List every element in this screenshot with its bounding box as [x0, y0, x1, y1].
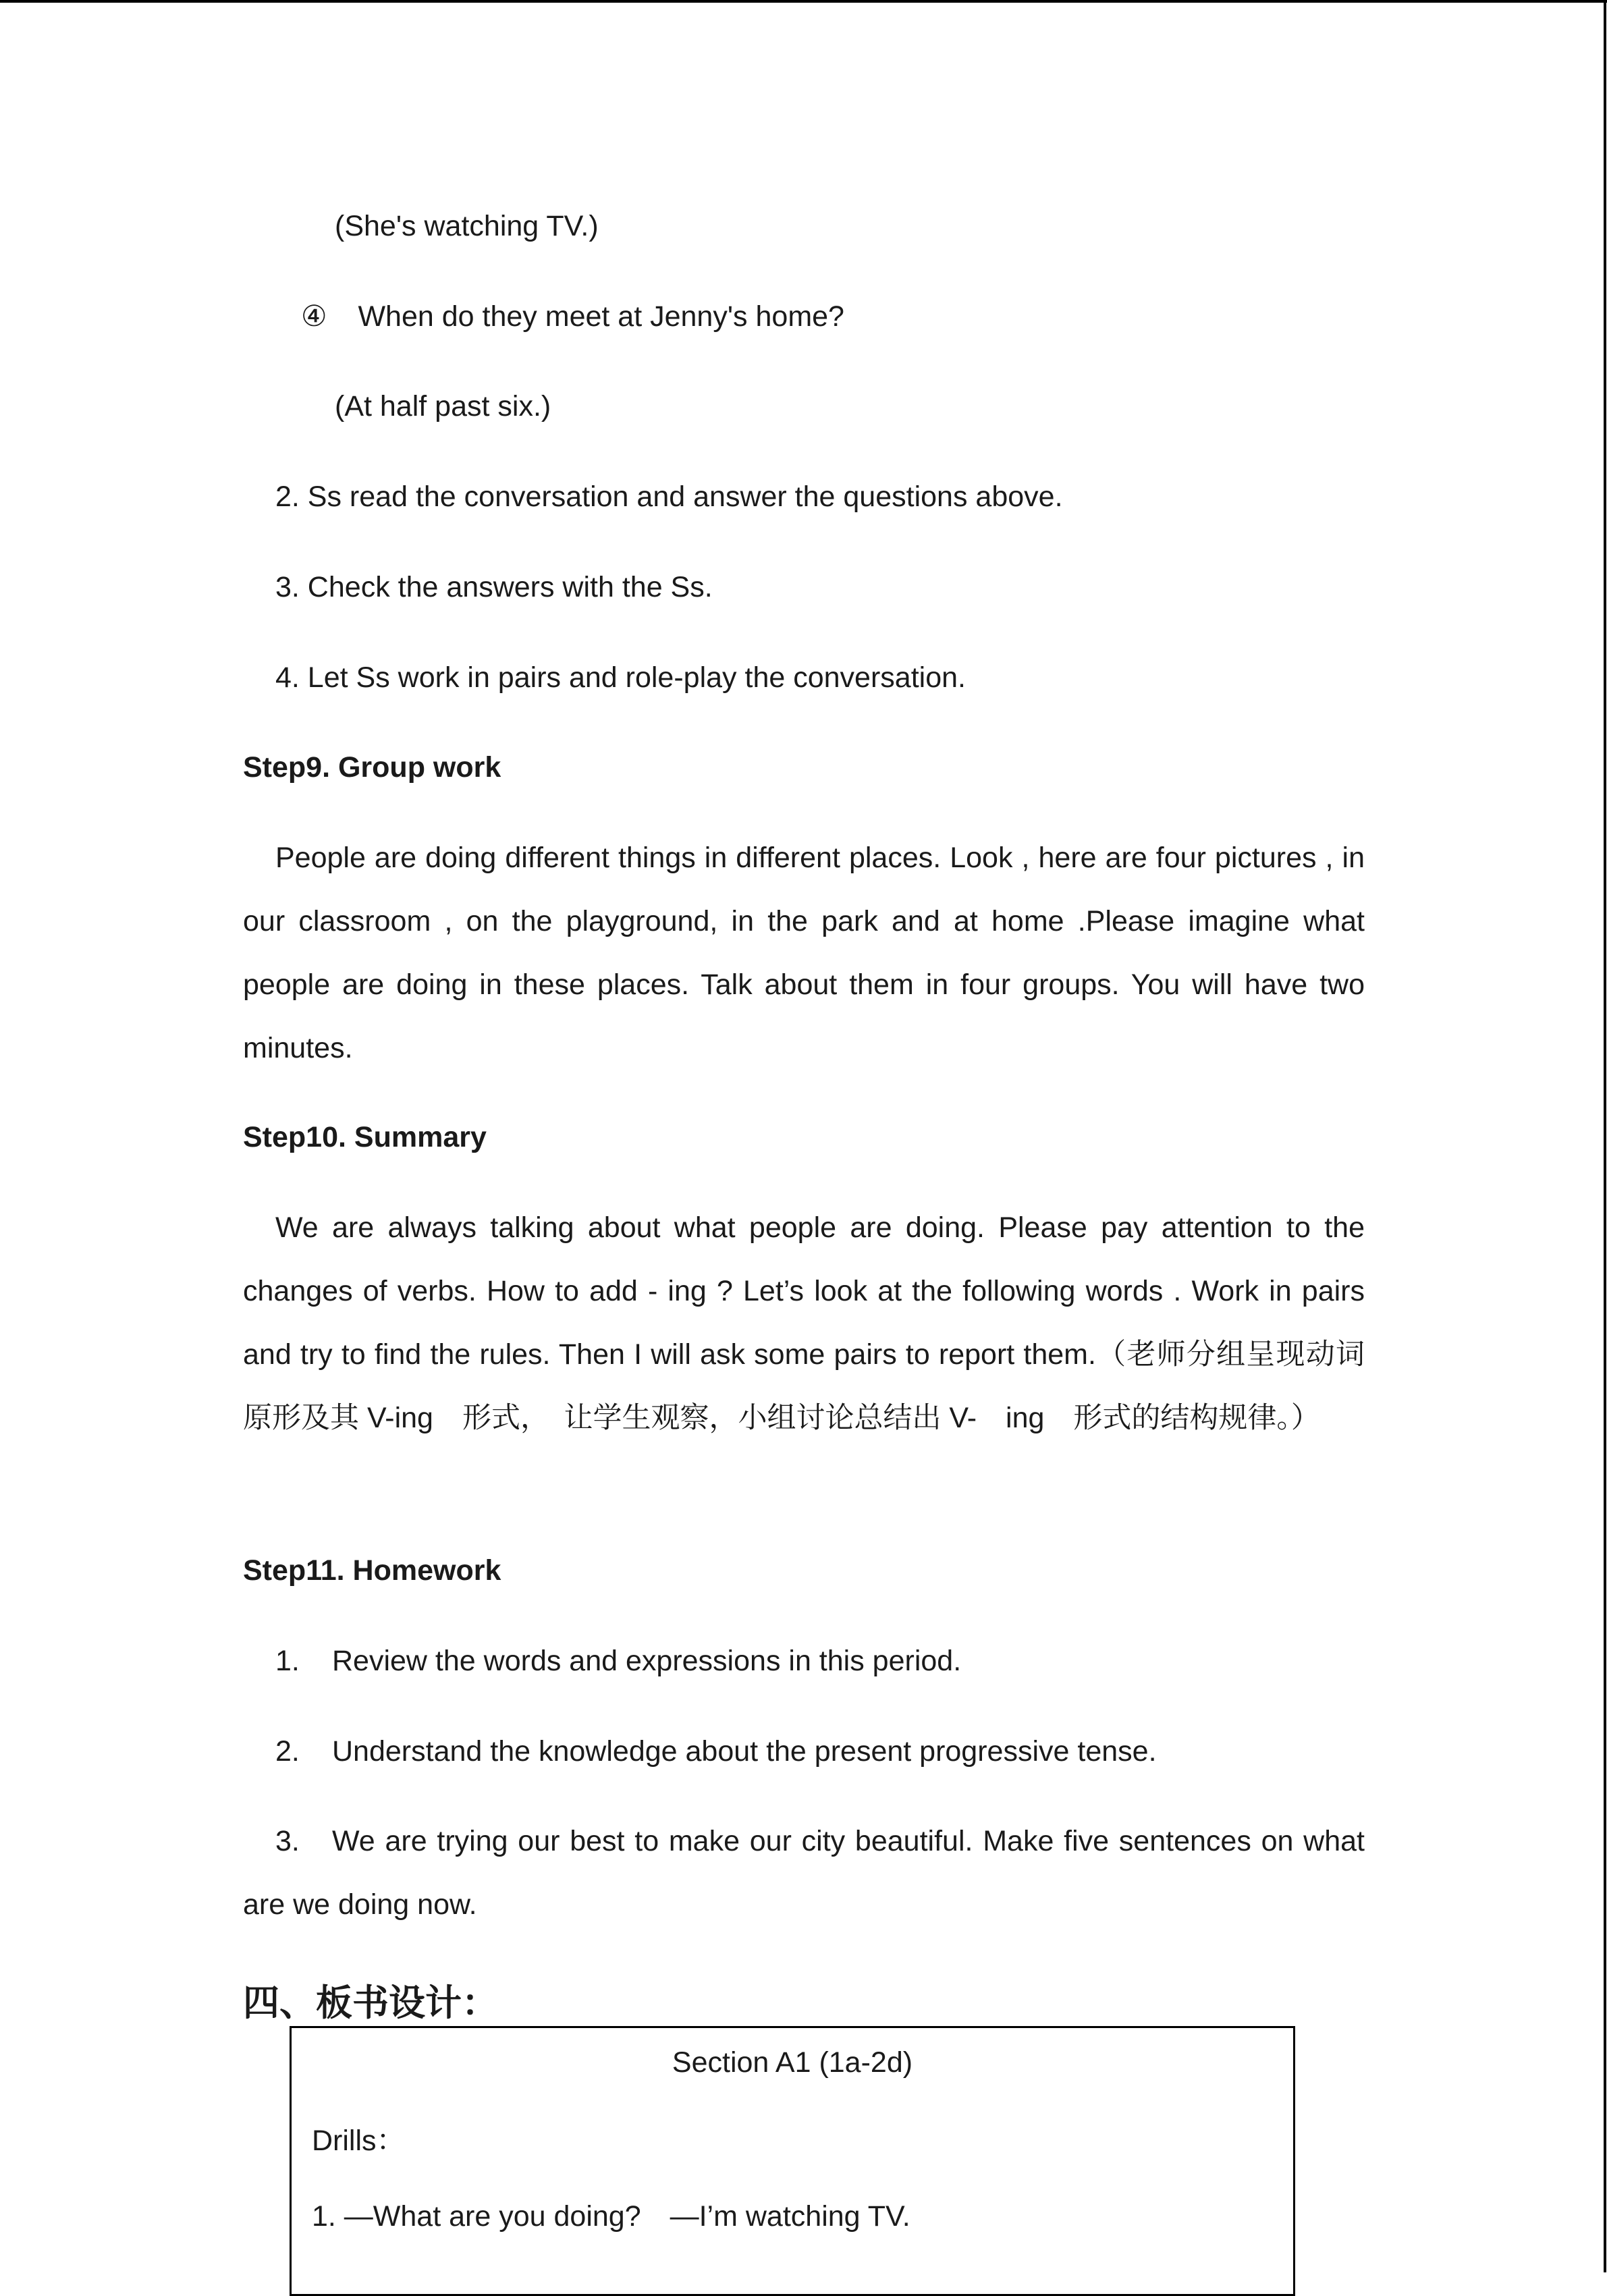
answer-half-past-six: (At half past six.)	[335, 390, 551, 422]
homework-item-1-num: 1.	[275, 1645, 300, 1677]
step8-item-3: 3. Check the answers with the Ss.	[275, 571, 713, 603]
homework-item-1-text: Review the words and expressions in this period.	[332, 1645, 962, 1677]
question-4-text: When do they meet at Jenny's home?	[358, 300, 844, 333]
step11-heading: Step11. Homework	[243, 1554, 501, 1587]
homework-item-1	[275, 1643, 961, 1679]
board-design-box	[290, 2026, 1295, 2296]
board-design-heading: 四、板书设计：	[243, 1981, 498, 2024]
step10-paragraph	[243, 1196, 1365, 1450]
homework-item-2-text: Understand the knowledge about the present progressive tense.	[332, 1735, 1157, 1768]
homework-item-2-num: 2.	[275, 1735, 300, 1768]
step9-paragraph	[243, 826, 1365, 1080]
homework-item-2	[275, 1733, 1157, 1770]
step8-item-4: 4. Let Ss work in pairs and role-play the conversation.	[275, 661, 966, 694]
right-border-line	[1604, 0, 1606, 2272]
homework-item-3-text: We are trying our best to make our city beautiful. Make five sentences on what are we doing now.	[243, 1825, 1365, 1921]
step9-heading: Step9. Group work	[243, 751, 501, 784]
answer-she-watching: (She's watching TV.)	[335, 210, 599, 242]
top-border-line	[0, 0, 1607, 3]
homework-item-3-num: 3.	[275, 1825, 300, 1857]
step10-paragraph-text: We are always talking about what people are doing. Please pay attention to the changes of verbs. How to add - ing ? Let’s look at the following words . Work in pairs and try to find the rules. Then I will ask some pairs to report them.（老师分组呈现动词原形及其 V-ing 形式， 让学生观察，小组讨论总结出 V- ing 形式的结构规律。）	[243, 1211, 1365, 1434]
board-drill-1: 1. —What are you doing? —I’m watching TV.	[312, 2200, 910, 2233]
circled-number-4: ④	[301, 300, 327, 333]
step10-heading: Step10. Summary	[243, 1121, 487, 1153]
homework-item-3	[243, 1809, 1365, 1936]
step9-paragraph-text: People are doing different things in different places. Look , here are four pictures , in our classroom , on the playground, in the park and at home .Please imagine what people are doing in these places. Talk about them in four groups. You will have two minutes.	[243, 842, 1365, 1064]
board-drills-label: Drills：	[312, 2125, 406, 2157]
question-4	[301, 298, 844, 335]
step8-item-2: 2. Ss read the conversation and answer the questions above.	[275, 481, 1063, 513]
board-title: Section A1 (1a-2d)	[672, 2046, 913, 2079]
